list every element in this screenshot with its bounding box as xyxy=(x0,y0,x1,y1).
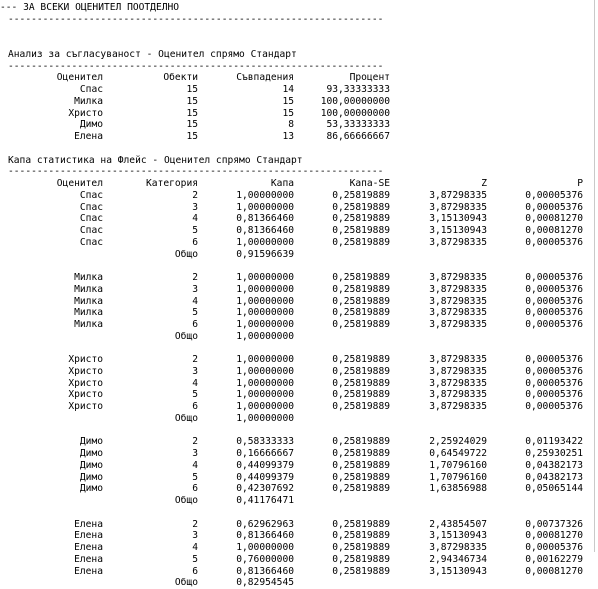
kappa-cell: 0,00005376 xyxy=(525,365,583,377)
kappa-cell: 6 xyxy=(192,565,198,577)
kappa-cell: Спас xyxy=(79,236,103,248)
agreement-cell: Димо xyxy=(79,119,103,131)
kappa-cell: 3 xyxy=(192,365,198,377)
kappa-row xyxy=(0,542,590,554)
kappa-cell: 6 xyxy=(192,401,198,413)
kappa-cell: 0,04382173 xyxy=(525,471,583,483)
agreement-cell: 100,00000000 xyxy=(320,95,390,107)
agreement-column-header: Съвпадения xyxy=(236,72,294,84)
kappa-cell: 3,87298335 xyxy=(429,295,487,307)
kappa-cell: 0,25819889 xyxy=(332,553,390,565)
kappa-cell: 3,87298335 xyxy=(429,365,487,377)
kappa-cell: 3,87298335 xyxy=(429,318,487,330)
kappa-total-value: 0,82954545 xyxy=(236,577,294,589)
kappa-cell: 0,25819889 xyxy=(332,436,390,448)
kappa-cell: 2,94346734 xyxy=(429,553,487,565)
kappa-cell: 0,25819889 xyxy=(332,389,390,401)
agreement-cell: 8 xyxy=(288,119,294,131)
kappa-cell: Христо xyxy=(68,401,103,413)
kappa-cell: 0,00162279 xyxy=(525,553,583,565)
agreement-column-header: Обекти xyxy=(163,72,198,84)
kappa-cell: 0,25819889 xyxy=(332,225,390,237)
kappa-cell: Димо xyxy=(79,436,103,448)
kappa-cell: 1,00000000 xyxy=(236,401,294,413)
kappa-cell: 3 xyxy=(192,201,198,213)
kappa-cell: 0,25819889 xyxy=(332,542,390,554)
agreement-cell: 15 xyxy=(282,107,294,119)
kappa-cell: Димо xyxy=(79,483,103,495)
kappa-cell: 0,25819889 xyxy=(332,189,390,201)
agreement-row xyxy=(0,119,590,131)
agreement-cell: 15 xyxy=(282,95,294,107)
section-header xyxy=(0,2,590,14)
kappa-cell: 5 xyxy=(192,389,198,401)
kappa-cell: Христо xyxy=(68,377,103,389)
kappa-cell: Спас xyxy=(79,225,103,237)
kappa-cell: 0,00005376 xyxy=(525,389,583,401)
agreement-cell: 86,66666667 xyxy=(326,131,390,143)
kappa-cell: 3,87298335 xyxy=(429,307,487,319)
kappa-cell: 3,87298335 xyxy=(429,283,487,295)
kappa-column-header: Капа xyxy=(270,178,294,190)
kappa-cell: 0,81366460 xyxy=(236,213,294,225)
kappa-cell: 0,00005376 xyxy=(525,236,583,248)
kappa-cell: 1,00000000 xyxy=(236,295,294,307)
kappa-column-header: Z xyxy=(481,178,487,190)
kappa-cell: 2 xyxy=(192,354,198,366)
kappa-cell: 0,00005376 xyxy=(525,354,583,366)
kappa-cell: 0,25819889 xyxy=(332,272,390,284)
kappa-cell: Христо xyxy=(68,389,103,401)
kappa-cell: Елена xyxy=(74,530,103,542)
kappa-row xyxy=(0,554,590,566)
kappa-cell: 0,44099379 xyxy=(236,471,294,483)
kappa-total-label: Общо xyxy=(174,577,198,589)
kappa-column-header: Капа-SE xyxy=(349,178,390,190)
kappa-row xyxy=(0,401,590,413)
kappa-total-row xyxy=(0,495,590,507)
kappa-cell: 1,70796160 xyxy=(429,471,487,483)
agreement-cell: Милка xyxy=(74,95,103,107)
kappa-cell: 1,00000000 xyxy=(236,283,294,295)
kappa-cell: 0,00081270 xyxy=(525,225,583,237)
kappa-cell: 3,87298335 xyxy=(429,201,487,213)
kappa-total-row xyxy=(0,331,590,343)
kappa-cell: 0,00005376 xyxy=(525,542,583,554)
agreement-title xyxy=(0,49,590,61)
kappa-cell: 0,00005376 xyxy=(525,307,583,319)
agreement-column-header: Процент xyxy=(349,72,390,84)
kappa-cell: 0,00005376 xyxy=(525,318,583,330)
kappa-total-row xyxy=(0,413,590,425)
kappa-cell: 0,00005376 xyxy=(525,272,583,284)
kappa-cell: 0,00005376 xyxy=(525,295,583,307)
separator-text: ----------------------------------------------------------------- xyxy=(8,13,384,25)
kappa-total-row xyxy=(0,249,590,261)
kappa-cell: Христо xyxy=(68,365,103,377)
kappa-cell: 0,25819889 xyxy=(332,213,390,225)
kappa-column-header: Оценител xyxy=(56,178,103,190)
kappa-row xyxy=(0,190,590,202)
kappa-cell: 1,00000000 xyxy=(236,365,294,377)
kappa-cell: 6 xyxy=(192,483,198,495)
kappa-cell: 1,00000000 xyxy=(236,542,294,554)
kappa-total-label: Общо xyxy=(174,495,198,507)
kappa-cell: 2 xyxy=(192,518,198,530)
separator xyxy=(0,14,590,26)
kappa-title-text: Капа статистика на Флейс - Оценител спрямо Стандарт xyxy=(8,154,303,166)
kappa-cell: 1,00000000 xyxy=(236,354,294,366)
kappa-cell: 0,25819889 xyxy=(332,318,390,330)
kappa-cell: 0,05065144 xyxy=(525,483,583,495)
kappa-cell: 3,15130943 xyxy=(429,213,487,225)
kappa-cell: 1,00000000 xyxy=(236,189,294,201)
kappa-cell: 0,00005376 xyxy=(525,377,583,389)
kappa-cell: Елена xyxy=(74,542,103,554)
kappa-cell: 1,63856988 xyxy=(429,483,487,495)
kappa-cell: 3,87298335 xyxy=(429,189,487,201)
kappa-cell: 0,25819889 xyxy=(332,401,390,413)
kappa-row xyxy=(0,436,590,448)
agreement-row xyxy=(0,131,590,143)
agreement-cell: Христо xyxy=(68,107,103,119)
kappa-cell: 0,81366460 xyxy=(236,225,294,237)
kappa-row xyxy=(0,237,590,249)
kappa-cell: Спас xyxy=(79,213,103,225)
kappa-cell: 0,25819889 xyxy=(332,236,390,248)
kappa-total-value: 0,41176471 xyxy=(236,495,294,507)
kappa-cell: 3 xyxy=(192,448,198,460)
agreement-row xyxy=(0,84,590,96)
agreement-header-row xyxy=(0,72,590,84)
kappa-total-value: 0,91596639 xyxy=(236,248,294,260)
kappa-cell: 0,00005376 xyxy=(525,201,583,213)
kappa-cell: 2 xyxy=(192,272,198,284)
kappa-cell: 0,00005376 xyxy=(525,189,583,201)
kappa-cell: 3,87298335 xyxy=(429,542,487,554)
separator xyxy=(0,61,590,73)
window-right-border xyxy=(594,0,595,552)
kappa-cell: Димо xyxy=(79,448,103,460)
kappa-cell: 1,00000000 xyxy=(236,377,294,389)
kappa-row xyxy=(0,225,590,237)
kappa-cell: 5 xyxy=(192,225,198,237)
kappa-cell: 3,87298335 xyxy=(429,401,487,413)
kappa-cell: 0,16666667 xyxy=(236,448,294,460)
kappa-cell: Милка xyxy=(74,272,103,284)
kappa-cell: Елена xyxy=(74,553,103,565)
agreement-cell: Спас xyxy=(79,84,103,96)
kappa-total-row xyxy=(0,577,590,589)
kappa-cell: 5 xyxy=(192,307,198,319)
kappa-cell: 0,01193422 xyxy=(525,436,583,448)
kappa-row xyxy=(0,202,590,214)
kappa-cell: 0,25819889 xyxy=(332,377,390,389)
kappa-cell: 0,64549722 xyxy=(429,448,487,460)
kappa-cell: 4 xyxy=(192,459,198,471)
agreement-cell: 15 xyxy=(186,119,198,131)
kappa-cell: 2 xyxy=(192,189,198,201)
kappa-row xyxy=(0,389,590,401)
kappa-cell: Елена xyxy=(74,565,103,577)
agreement-cell: 15 xyxy=(186,84,198,96)
kappa-cell: Милка xyxy=(74,307,103,319)
kappa-row xyxy=(0,272,590,284)
kappa-cell: 0,25819889 xyxy=(332,354,390,366)
agreement-cell: 14 xyxy=(282,84,294,96)
agreement-row xyxy=(0,96,590,108)
kappa-cell: 2 xyxy=(192,436,198,448)
kappa-total-label: Общо xyxy=(174,248,198,260)
agreement-cell: 93,33333333 xyxy=(326,84,390,96)
kappa-cell: 1,00000000 xyxy=(236,307,294,319)
kappa-cell: 6 xyxy=(192,318,198,330)
kappa-row xyxy=(0,472,590,484)
kappa-cell: 0,25819889 xyxy=(332,295,390,307)
kappa-cell: 0,25819889 xyxy=(332,518,390,530)
kappa-cell: 3,87298335 xyxy=(429,236,487,248)
kappa-row xyxy=(0,319,590,331)
kappa-row xyxy=(0,366,590,378)
kappa-total-value: 1,00000000 xyxy=(236,412,294,424)
kappa-cell: 0,25819889 xyxy=(332,530,390,542)
kappa-cell: 0,25819889 xyxy=(332,565,390,577)
kappa-cell: 1,00000000 xyxy=(236,389,294,401)
kappa-total-label: Общо xyxy=(174,330,198,342)
kappa-cell: 0,25819889 xyxy=(332,471,390,483)
kappa-cell: 0,81366460 xyxy=(236,530,294,542)
kappa-cell: 3,15130943 xyxy=(429,225,487,237)
kappa-cell: Милка xyxy=(74,295,103,307)
kappa-cell: 0,25819889 xyxy=(332,483,390,495)
kappa-cell: Димо xyxy=(79,471,103,483)
kappa-cell: 5 xyxy=(192,553,198,565)
kappa-row xyxy=(0,566,590,578)
kappa-row xyxy=(0,378,590,390)
kappa-cell: 4 xyxy=(192,213,198,225)
kappa-cell: 1,00000000 xyxy=(236,201,294,213)
kappa-cell: 0,58333333 xyxy=(236,436,294,448)
kappa-cell: Христо xyxy=(68,354,103,366)
kappa-cell: 4 xyxy=(192,542,198,554)
kappa-title xyxy=(0,155,590,167)
kappa-row xyxy=(0,296,590,308)
kappa-cell: 0,62962963 xyxy=(236,518,294,530)
kappa-cell: 0,00081270 xyxy=(525,530,583,542)
kappa-column-header: P xyxy=(577,178,583,190)
kappa-row xyxy=(0,448,590,460)
kappa-row xyxy=(0,460,590,472)
kappa-row xyxy=(0,530,590,542)
kappa-cell: Димо xyxy=(79,459,103,471)
kappa-row xyxy=(0,519,590,531)
kappa-cell: 1,70796160 xyxy=(429,459,487,471)
kappa-cell: 1,00000000 xyxy=(236,236,294,248)
kappa-cell: 3,87298335 xyxy=(429,354,487,366)
kappa-cell: 2,25924029 xyxy=(429,436,487,448)
kappa-row xyxy=(0,483,590,495)
kappa-cell: Милка xyxy=(74,283,103,295)
kappa-cell: 3 xyxy=(192,283,198,295)
kappa-cell: 0,00737326 xyxy=(525,518,583,530)
separator xyxy=(0,166,590,178)
kappa-cell: 0,76000000 xyxy=(236,553,294,565)
section-header-text: --- ЗА ВСЕКИ ОЦЕНИТЕЛ ПООТДЕЛНО xyxy=(0,2,180,13)
separator-text: ----------------------------------------------------------------- xyxy=(8,60,384,72)
kappa-cell: 0,42307692 xyxy=(236,483,294,495)
kappa-total-label: Общо xyxy=(174,412,198,424)
kappa-cell: 4 xyxy=(192,377,198,389)
kappa-cell: 0,00005376 xyxy=(525,283,583,295)
kappa-cell: 0,25819889 xyxy=(332,448,390,460)
kappa-cell: 0,25819889 xyxy=(332,307,390,319)
kappa-cell: 0,81366460 xyxy=(236,565,294,577)
kappa-cell: 0,00081270 xyxy=(525,213,583,225)
kappa-cell: 3,87298335 xyxy=(429,377,487,389)
kappa-cell: 0,00081270 xyxy=(525,565,583,577)
kappa-cell: Елена xyxy=(74,518,103,530)
kappa-cell: 3,87298335 xyxy=(429,389,487,401)
agreement-title-text: Анализ за съгласуваност - Оценител спрямо Стандарт xyxy=(8,48,297,60)
agreement-cell: 15 xyxy=(186,95,198,107)
kappa-cell: 3,15130943 xyxy=(429,530,487,542)
kappa-cell: 0,00005376 xyxy=(525,401,583,413)
agreement-row xyxy=(0,108,590,120)
agreement-cell: 15 xyxy=(186,107,198,119)
kappa-cell: 4 xyxy=(192,295,198,307)
kappa-row xyxy=(0,213,590,225)
kappa-cell: 1,00000000 xyxy=(236,318,294,330)
kappa-column-header: Категория xyxy=(146,178,198,190)
kappa-row xyxy=(0,354,590,366)
kappa-cell: 0,04382173 xyxy=(525,459,583,471)
kappa-cell: 5 xyxy=(192,471,198,483)
kappa-cell: 0,44099379 xyxy=(236,459,294,471)
kappa-cell: 3,87298335 xyxy=(429,272,487,284)
agreement-cell: 100,00000000 xyxy=(320,107,390,119)
kappa-cell: 0,25819889 xyxy=(332,365,390,377)
agreement-cell: 13 xyxy=(282,131,294,143)
kappa-cell: 6 xyxy=(192,236,198,248)
separator-text: ----------------------------------------------------------------- xyxy=(8,166,384,178)
kappa-cell: 2,43854507 xyxy=(429,518,487,530)
agreement-cell: Елена xyxy=(74,131,103,143)
kappa-cell: Милка xyxy=(74,318,103,330)
kappa-header-row xyxy=(0,178,590,190)
kappa-cell: Спас xyxy=(79,189,103,201)
agreement-column-header: Оценител xyxy=(56,72,103,84)
kappa-total-value: 1,00000000 xyxy=(236,330,294,342)
kappa-cell: 0,25819889 xyxy=(332,283,390,295)
agreement-cell: 53,33333333 xyxy=(326,119,390,131)
kappa-cell: 0,25819889 xyxy=(332,459,390,471)
kappa-cell: 1,00000000 xyxy=(236,272,294,284)
kappa-cell: 3 xyxy=(192,530,198,542)
kappa-cell: 3,15130943 xyxy=(429,565,487,577)
kappa-cell: 0,25930251 xyxy=(525,448,583,460)
kappa-row xyxy=(0,307,590,319)
kappa-row xyxy=(0,284,590,296)
agreement-cell: 15 xyxy=(186,131,198,143)
kappa-cell: Спас xyxy=(79,201,103,213)
kappa-cell: 0,25819889 xyxy=(332,201,390,213)
